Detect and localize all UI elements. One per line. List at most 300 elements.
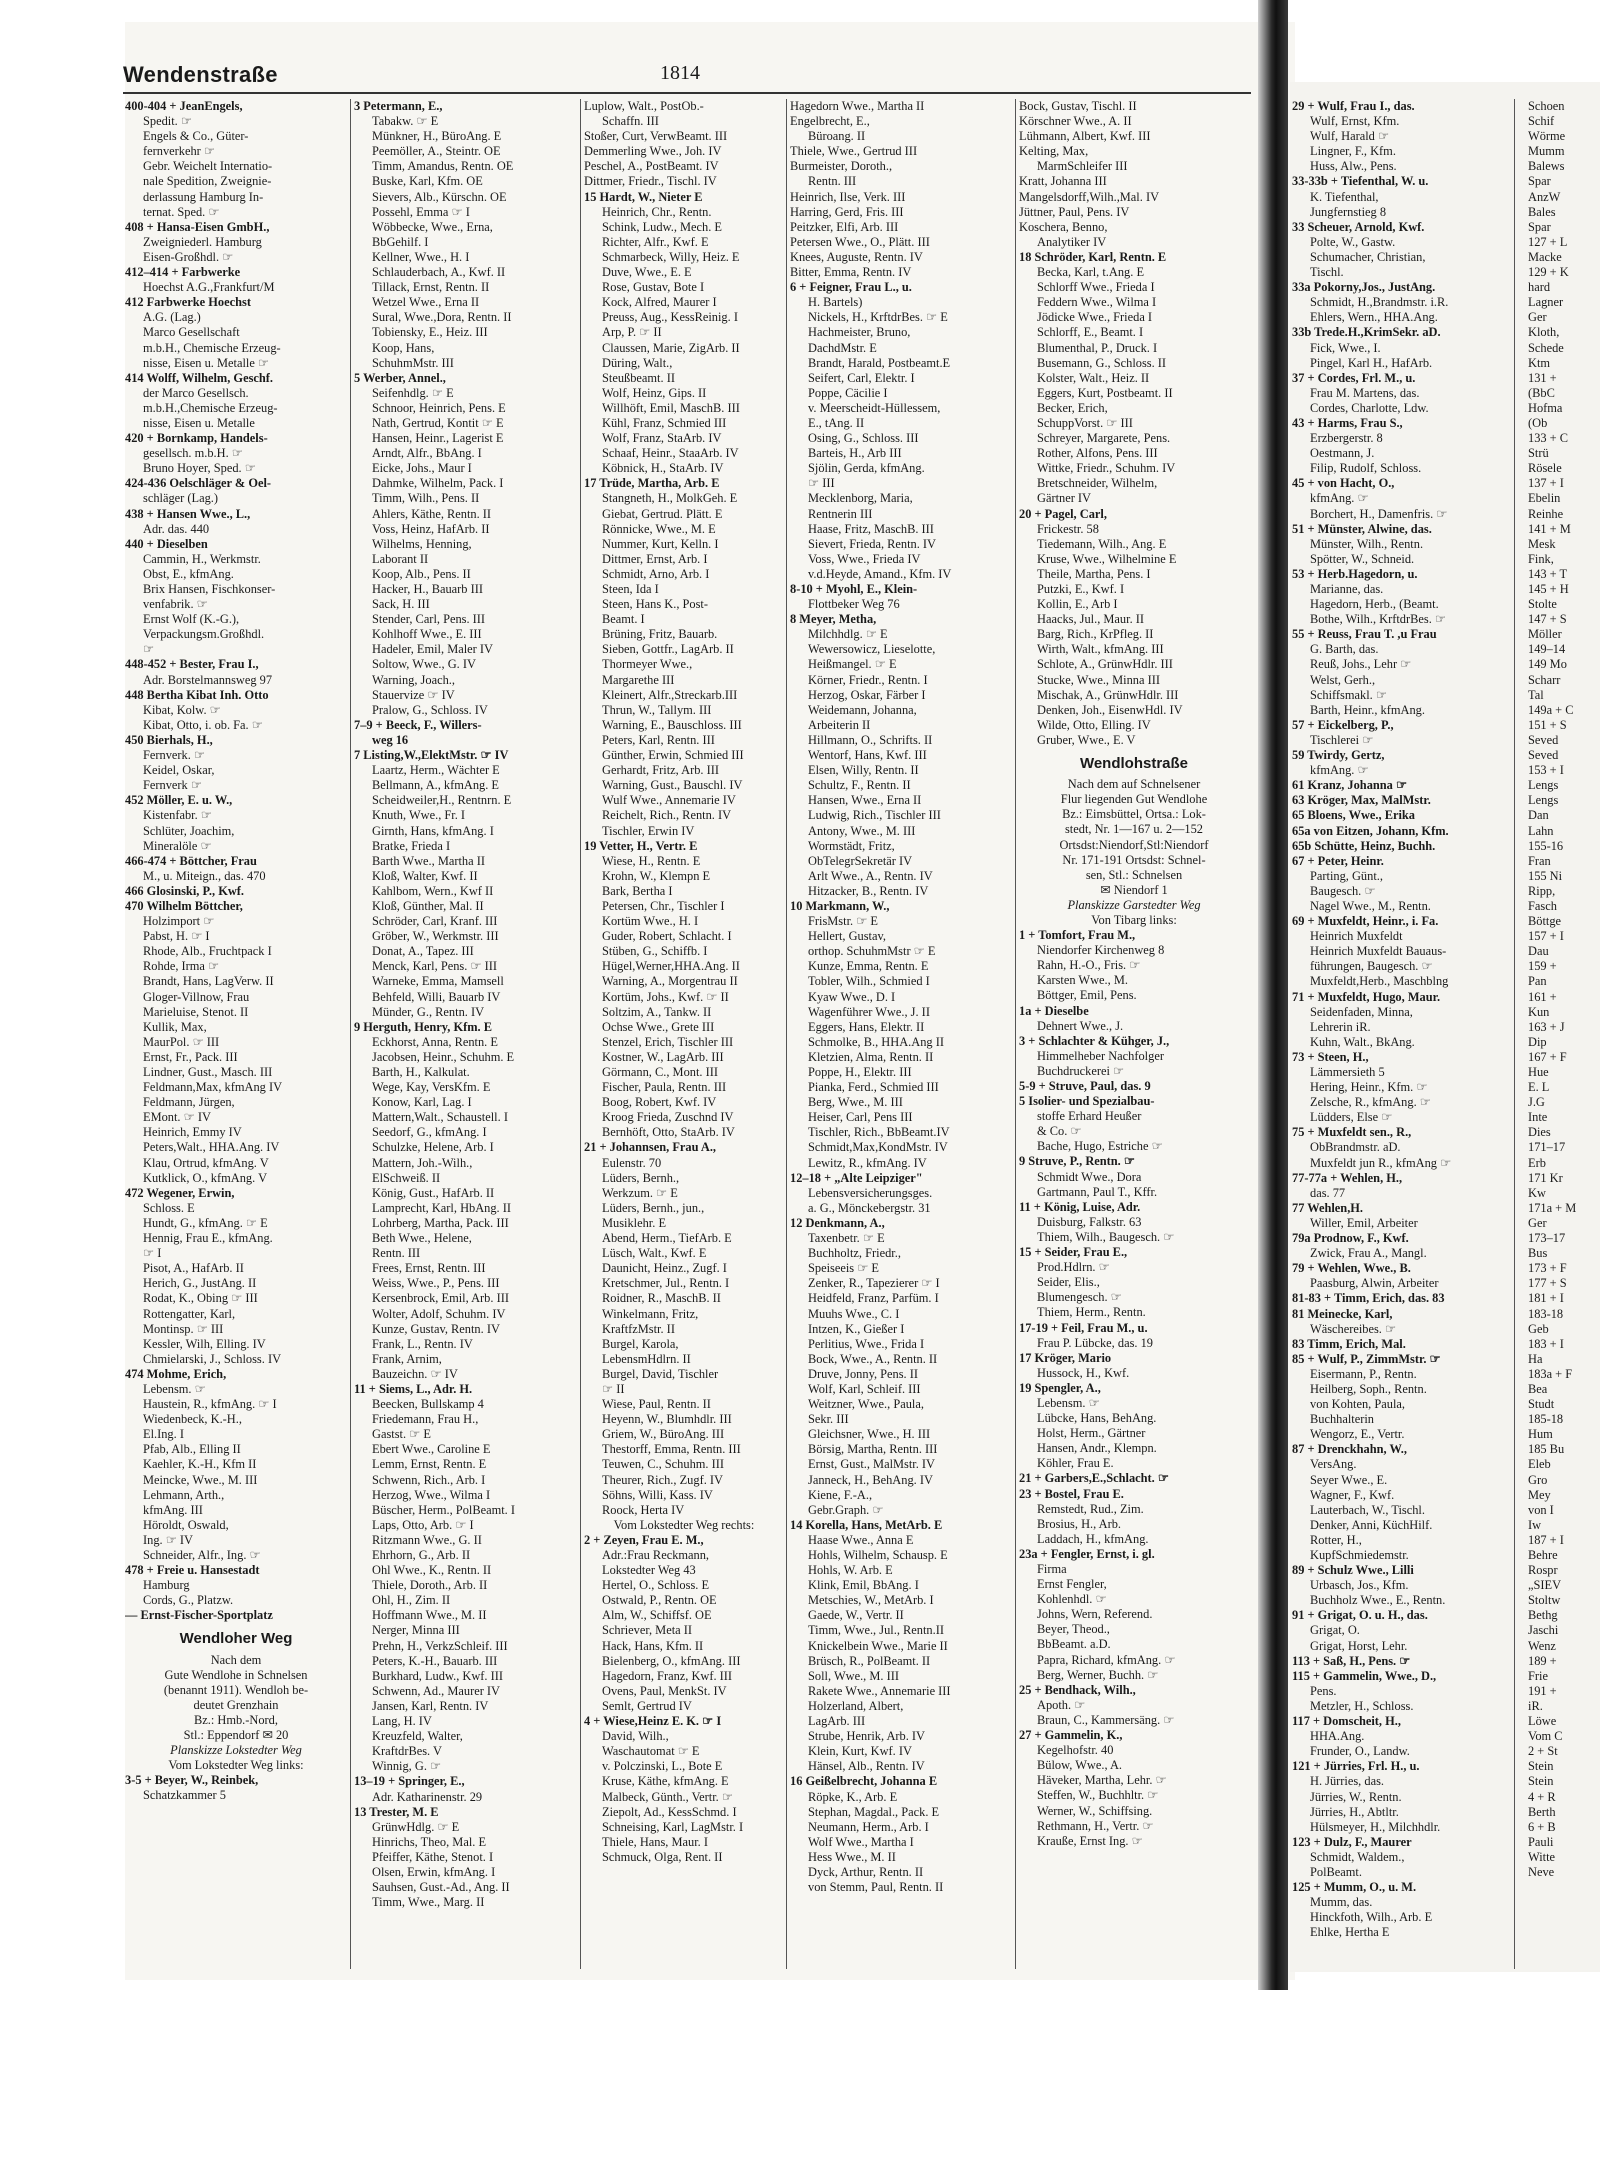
house-number-line: Seved — [1528, 732, 1559, 747]
resident-line: Schmuck, Olga, Rent. II — [602, 1849, 723, 1864]
resident-line: Schmidt, H.,Brandmstr. i.R. — [1310, 295, 1449, 310]
house-number-line: Koschera, Benno, — [1019, 219, 1108, 234]
resident-line: Kreuzfeld, Walter, — [372, 1729, 463, 1744]
house-number-line: 27 + Gammelin, K., — [1019, 1728, 1123, 1743]
resident-line: Adr.:Frau Reckmann, — [602, 1548, 710, 1562]
house-number-line: Pan — [1528, 974, 1547, 989]
resident-line: Warning, E., Bauschloss. III — [602, 717, 742, 732]
resident-line: Kistenfabr. ☞ — [143, 808, 212, 823]
resident-line: Ohl, H., Zim. II — [372, 1593, 451, 1608]
resident-line: Mattern, Joh.-Wilh., — [372, 1155, 473, 1170]
resident-line: Stephan, Magdal., Pack. E — [808, 1804, 940, 1819]
resident-line: Nath, Gertrud, Kontit ☞ E — [372, 415, 504, 430]
resident-line: Holst, Herm., Gärtner — [1037, 1426, 1146, 1441]
resident-line: v. Meerscheidt-Hüllessem, — [808, 400, 941, 415]
resident-line: Tobler, Wilh., Schmied I — [808, 974, 930, 989]
house-number-line: 1a + Dieselbe — [1019, 1003, 1089, 1018]
house-number-line: 191 + — [1528, 1683, 1557, 1698]
street-note: Bz.: Hmb.-Nord, — [194, 1712, 278, 1727]
house-number-line: 438 + Hansen Wwe., L., — [125, 506, 251, 521]
resident-line: Warneke, Emma, Mamsell — [372, 974, 504, 989]
house-number-line: 448 Bertha Kibat Inh. Otto — [125, 687, 269, 702]
house-number-line: 69 + Muxfeldt, Heinr., i. Fa. — [1292, 914, 1439, 929]
resident-line: Becka, Karl, t.Ang. E — [1037, 265, 1145, 280]
house-number-line: 115 + Gammelin, Wwe., D., — [1292, 1668, 1437, 1683]
resident-line: Remstedt, Rud., Zim. — [1037, 1501, 1144, 1516]
resident-line: Weidemann, Johanna, — [808, 702, 917, 717]
resident-line: Beth Wwe., Helene, — [372, 1231, 472, 1246]
resident-line: Sack, H. III — [372, 597, 430, 612]
resident-line: Ernst Fengler, — [1037, 1577, 1107, 1592]
resident-line: Hinrichs, Theo, Mal. E — [372, 1834, 487, 1849]
resident-line: Waschautomat ☞ E — [602, 1744, 700, 1759]
resident-line: Timm, Wwe., Marg. II — [372, 1895, 485, 1910]
resident-line: Arp, P. ☞ II — [602, 325, 662, 340]
house-number-line: Bethg — [1528, 1608, 1558, 1623]
resident-line: Heyenn, W., Blumhdlr. III — [602, 1412, 732, 1427]
resident-line: m.b.H., Chemische Erzeug- — [143, 340, 281, 355]
street-note: deutet Grenzhain — [193, 1697, 279, 1712]
resident-line: Metschies, W., MetArb. I — [808, 1593, 934, 1608]
resident-line: Ehlke, Hertha E — [1310, 1925, 1390, 1940]
resident-line: Voss, Heinz, HafArb. II — [372, 521, 490, 536]
resident-line: Firma — [1037, 1562, 1067, 1576]
resident-line: Seifert, Carl, Elektr. I — [808, 370, 915, 385]
resident-line: Schumacher, Christian, — [1310, 249, 1426, 264]
house-number-line: 8-10 + Myohl, E., Klein- — [790, 582, 918, 596]
resident-line: Apoth. ☞ — [1037, 1697, 1086, 1712]
resident-line: der Marco Gesellsch. — [143, 385, 249, 400]
house-number-line: 33b Trede.H.,KrimSekr. aD. — [1292, 325, 1441, 340]
resident-line: Speiseeis ☞ E — [808, 1261, 879, 1276]
resident-line: Teuwen, C., Schuhm. III — [602, 1457, 724, 1472]
resident-line: Schlorff Wwe., Frieda I — [1037, 280, 1155, 295]
house-number-line: Lengs — [1528, 778, 1559, 793]
house-number-line: 127 + L — [1528, 234, 1568, 249]
resident-line: Bothe, Wilh., KrftdrBes. ☞ — [1310, 612, 1446, 627]
house-number-line: von I — [1528, 1502, 1554, 1517]
resident-line: Arlt Wwe., A., Rentn. IV — [808, 868, 933, 883]
resident-line: Nerger, Minna III — [372, 1623, 460, 1638]
house-number-line: Seved — [1528, 748, 1559, 763]
house-number-line: 163 + J — [1528, 1019, 1565, 1034]
house-number-line: AnzW — [1528, 189, 1561, 204]
resident-line: Ehlers, Wern., HHA.Ang. — [1310, 310, 1438, 325]
house-number-line: 43 + Harms, Frau S., — [1292, 415, 1403, 430]
resident-line: Beecken, Bullskamp 4 — [372, 1397, 484, 1412]
house-number-line: Lahn — [1528, 823, 1554, 838]
house-number-line: 83 Timm, Erich, Mal. — [1292, 1336, 1406, 1351]
resident-line: Huss, Alw., Pens. — [1310, 159, 1397, 174]
house-number-line: Böttge — [1528, 914, 1562, 929]
resident-line: Heinrich Muxfeldt — [1310, 929, 1403, 944]
resident-line: Wöbbecke, Wwe., Erna, — [372, 219, 493, 234]
house-number-line: 185-18 — [1528, 1412, 1564, 1427]
house-number-line: 77-77a + Wehlen, H., — [1292, 1170, 1403, 1185]
house-number-line: Hofma — [1528, 400, 1563, 415]
house-number-line: 45 + von Hacht, O., — [1292, 476, 1395, 491]
resident-line: Heinrich, Emmy IV — [143, 1125, 242, 1140]
house-number-line: 13 Trester, M. E — [354, 1804, 439, 1819]
resident-line: Willer, Emil, Arbeiter — [1310, 1215, 1418, 1230]
resident-line: Schmidt,Max,KondMstr. IV — [808, 1140, 948, 1155]
house-number-line: 155-16 — [1528, 838, 1564, 853]
house-number-line: 147 + S — [1528, 612, 1567, 627]
resident-line: Kohlhoff Wwe., E. III — [372, 627, 482, 642]
resident-line: LagArb. III — [808, 1714, 866, 1729]
house-number-line: Thiele, Wwe., Gertrud III — [790, 144, 918, 159]
resident-line: Sauhsen, Gust.-Ad., Ang. II — [372, 1880, 510, 1895]
resident-line: PolBeamt. — [1310, 1864, 1362, 1879]
house-number-line: Neve — [1528, 1864, 1555, 1879]
resident-line: Ernst Wolf (K.-G.), — [143, 612, 240, 627]
resident-line: Gastst. ☞ E — [372, 1427, 431, 1442]
page-number: 1814 — [660, 62, 700, 84]
resident-line: Knickelbein Wwe., Marie II — [808, 1638, 948, 1653]
resident-line: Thormeyer Wwe., — [602, 657, 693, 672]
resident-line: Blumenthal, P., Druck. I — [1037, 340, 1158, 355]
resident-line: Jödicke Wwe., Frieda I — [1037, 310, 1153, 325]
resident-line: Peters,Walt., HHA.Ang. IV — [143, 1140, 280, 1155]
house-number-line: Ripp, — [1528, 883, 1556, 898]
resident-line: Bretschneider, Wilhelm, — [1037, 476, 1158, 491]
house-number-line: Wenz — [1528, 1638, 1556, 1653]
resident-line: Krauße, Ernst Ing. ☞ — [1037, 1833, 1143, 1848]
resident-line: Muxfeldt,Herb., Maschblng — [1310, 974, 1449, 989]
resident-line: Haustein, R., kfmAng. ☞ I — [143, 1397, 277, 1412]
resident-line: Taxenbetr. ☞ E — [808, 1231, 885, 1246]
resident-line: Tischler, Erwin IV — [602, 823, 695, 838]
resident-line: Friedemann, Frau H., — [372, 1412, 479, 1427]
resident-line: Kroog Frieda, Zuschnd IV — [602, 1110, 734, 1125]
street-section-title: Wendloher Weg — [179, 1630, 293, 1648]
resident-line: Stüben, G., Schiffb. I — [602, 944, 708, 959]
resident-line: Poppe, H., Elektr. III — [808, 1065, 912, 1079]
resident-line: Fischer, Paula, Rentn. III — [602, 1080, 727, 1095]
house-number-line: Peschel, A., PostBeamt. IV — [584, 159, 719, 174]
resident-line: fernverkehr ☞ — [143, 144, 215, 159]
house-number-line: — Ernst-Fischer-Sportplatz — [125, 1608, 273, 1623]
house-number-line: Kun — [1528, 1004, 1550, 1019]
resident-line: G. Barth, das. — [1310, 642, 1379, 657]
house-number-line: 33-33b + Tiefenthal, W. u. — [1292, 174, 1429, 189]
resident-line: Filip, Rudolf, Schloss. — [1310, 461, 1422, 476]
house-number-line: 81 Meinecke, Karl, — [1292, 1306, 1393, 1321]
resident-line: Kellner, Wwe., H. I — [372, 249, 470, 264]
resident-line: Barth Wwe., Martha II — [372, 853, 485, 868]
house-number-line: 77 Wehlen,H. — [1292, 1200, 1364, 1215]
resident-line: MaurPol. ☞ III — [143, 1034, 220, 1049]
house-number-line: 424-436 Oelschläger & Oel- — [125, 476, 272, 491]
resident-line: Seyer Wwe., E. — [1310, 1472, 1388, 1487]
resident-line: Zenker, R., Tapezierer ☞ I — [808, 1276, 940, 1291]
resident-line: Wetzel Wwe., Erna II — [372, 295, 480, 310]
resident-line: Hadeler, Emil, Maler IV — [372, 642, 493, 657]
house-number-line: Stein — [1528, 1759, 1554, 1774]
resident-line: Kuhn, Walt., BkAng. — [1310, 1034, 1415, 1049]
resident-line: Adr. das. 440 — [143, 521, 210, 536]
resident-line: Kleinert, Alfr.,Streckarb.III — [602, 687, 738, 702]
resident-line: Schloss. E — [143, 1200, 195, 1215]
resident-line: Reuß, Johs., Lehr ☞ — [1310, 657, 1412, 672]
resident-line: Kibat, Kolw. ☞ — [143, 702, 221, 717]
house-number-line: 9 Herguth, Henry, Kfm. E — [354, 1019, 493, 1034]
resident-line: Schriever, Meta II — [602, 1623, 692, 1638]
column-6 — [1292, 99, 1512, 1969]
resident-line: Daunicht, Heinz., Zugf. I — [602, 1261, 727, 1276]
house-number-line: Ktm — [1528, 355, 1551, 370]
house-number-line: Burmeister, Doroth., — [790, 159, 893, 174]
resident-line: Lemm, Ernst, Rentn. E — [372, 1457, 487, 1472]
house-number-line: Pauli — [1528, 1834, 1554, 1849]
resident-line: Heißmangel. ☞ E — [808, 657, 897, 672]
resident-line: SchuppVorst. ☞ III — [1037, 415, 1133, 430]
resident-line: Frank, L., Rentn. IV — [372, 1336, 473, 1351]
resident-line: das. 77 — [1310, 1185, 1346, 1200]
house-number-line: Berth — [1528, 1804, 1556, 1819]
house-number-line: 29 + Wulf, Frau I., das. — [1292, 99, 1415, 113]
resident-line: Buchholz Wwe., E., Rentn. — [1310, 1593, 1446, 1608]
resident-line: Schultz, F., Rentn. II — [808, 778, 911, 793]
house-number-line: 412 Farbwerke Hoechst — [125, 295, 251, 310]
house-number-line: 171a + M — [1528, 1200, 1577, 1215]
resident-line: Klink, Emil, BbAng. I — [808, 1578, 919, 1593]
resident-line: Feldmann,Max, kfmAng IV — [143, 1080, 283, 1095]
resident-line: Steffen, W., Buchhltr. ☞ — [1037, 1788, 1159, 1803]
resident-line: Rentnerin III — [808, 506, 873, 521]
resident-line: Düring, Walt., — [602, 355, 673, 370]
resident-line: H. Bartels) — [808, 295, 863, 310]
resident-line: Lamprecht, Karl, HbAng. II — [372, 1200, 512, 1215]
house-number-line: Schif — [1528, 114, 1555, 129]
resident-line: Warning, Gust., Bauschl. IV — [602, 778, 743, 793]
resident-line: Gartmann, Paul T., Kffr. — [1037, 1184, 1158, 1199]
column-divider — [350, 99, 351, 1969]
resident-line: Laps, Otto, Arb. ☞ I — [372, 1517, 474, 1532]
resident-line: Hertel, O., Schloss. E — [602, 1578, 710, 1593]
resident-line: K. Tiefenthal, — [1310, 189, 1379, 204]
house-number-line: Bales — [1528, 204, 1556, 219]
house-number-line: 16 Geißelbrecht, Johanna E — [790, 1774, 938, 1789]
resident-line: Wagenführer Wwe., J. II — [808, 1004, 930, 1019]
house-number-line: 414 Wolff, Wilhelm, Geschf. — [125, 370, 274, 385]
resident-line: Timm, Wilh., Pens. II — [372, 491, 480, 506]
street-note: Nach dem — [210, 1652, 262, 1667]
resident-line: m.b.H.,Chemische Erzeug- — [143, 400, 278, 415]
resident-line: Ehrhorn, G., Arb. II — [372, 1548, 471, 1562]
resident-line: Brüning, Fritz, Bauarb. — [602, 627, 718, 642]
resident-line: ☞ — [143, 642, 155, 657]
resident-line: Schneider, Alfr., Ing. ☞ — [143, 1548, 261, 1562]
resident-line: Wewersowicz, Lieselotte, — [808, 642, 936, 657]
house-number-line: 2 + St — [1528, 1744, 1558, 1759]
resident-line: Fick, Wwe., I. — [1310, 340, 1381, 355]
scan-margin-bottom — [0, 1990, 1600, 2177]
house-number-line: 117 + Domscheit, H., — [1292, 1714, 1401, 1729]
resident-line: Mecklenborg, Maria, — [808, 491, 913, 506]
resident-line: Gebr.Graph. ☞ — [808, 1502, 884, 1517]
resident-line: Willhöft, Emil, MaschB. III — [602, 400, 740, 415]
resident-line: Kessler, Wilh, Elling. IV — [143, 1336, 266, 1351]
resident-line: Warning, Joach., — [372, 672, 455, 687]
house-number-line: Bitter, Emma, Rentn. IV — [790, 265, 912, 280]
resident-line: Tischlerei ☞ — [1310, 732, 1374, 747]
house-number-line: 18 Schröder, Karl, Rentn. E — [1019, 249, 1167, 264]
resident-line: weg 16 — [372, 732, 409, 747]
column-5 — [1019, 99, 1249, 1969]
house-number-line: 67 + Peter, Heinr. — [1292, 853, 1384, 868]
resident-line: Frau P. Lübcke, das. 19 — [1037, 1335, 1153, 1350]
resident-line: Mattern,Walt., Schaustell. I — [372, 1110, 508, 1125]
house-number-line: Vom C — [1528, 1729, 1563, 1744]
resident-line: Gröber, W., Werkmstr. III — [372, 929, 499, 944]
resident-line: KraftfzMstr. II — [602, 1321, 675, 1336]
resident-line: Sekr. III — [808, 1412, 849, 1427]
resident-line: Rother, Alfons, Pens. III — [1037, 446, 1158, 461]
map-reference: Planskizze Garstedter Weg — [1067, 897, 1201, 912]
resident-line: Eisen-Großhdl. ☞ — [143, 249, 234, 264]
house-number-line: Mangelsdorff,Wilh.,Mal. IV — [1019, 189, 1160, 204]
resident-line: Schreyer, Margarete, Pens. — [1037, 431, 1171, 446]
resident-line: MarmSchleifer III — [1037, 159, 1128, 174]
resident-line: Bielenberg, O., kfmAng. III — [602, 1653, 741, 1668]
resident-line: Soll, Wwe., M. III — [808, 1668, 899, 1683]
resident-line: Köbnick, H., StaArb. IV — [602, 461, 724, 476]
resident-line: Becker, Erich, — [1037, 400, 1108, 415]
house-number-line: Spar — [1528, 219, 1551, 234]
resident-line: Adr. Katharinenstr. 29 — [372, 1789, 483, 1804]
resident-line: Rottengatter, Karl, — [143, 1306, 236, 1321]
house-number-line: 470 Wilhelm Böttcher, — [125, 898, 243, 913]
house-number-line: Spar — [1528, 174, 1551, 189]
resident-line: Weitzner, Wwe., Paula, — [808, 1397, 924, 1412]
resident-line: Rakete Wwe., Annemarie III — [808, 1683, 951, 1698]
resident-line: Herzog, Oskar, Färber I — [808, 687, 926, 702]
resident-line: Semlt, Gertrud IV — [602, 1698, 692, 1713]
house-number-line: 87 + Drenckhahn, W., — [1292, 1442, 1407, 1457]
house-number-line: 25 + Bendhack, Wilh., — [1019, 1682, 1136, 1697]
resident-line: BbBeamt. a.D. — [1037, 1637, 1111, 1652]
resident-line: Marieluise, Stenot. II — [143, 1004, 249, 1019]
resident-line: Niendorfer Kirchenweg 8 — [1037, 943, 1165, 958]
resident-line: Frickestr. 58 — [1037, 521, 1099, 536]
house-number-line: 6 + Feigner, Frau L., u. — [790, 280, 912, 295]
resident-line: Schwenn, Rich., Arb. I — [372, 1472, 486, 1487]
resident-line: Boog, Robert, Kwf. IV — [602, 1095, 717, 1110]
resident-line: Seifenhdlg. ☞ E — [372, 385, 454, 400]
street-note: sen, Stl.: Schnelsen — [1085, 867, 1183, 882]
resident-line: Tischler, Rich., BbBeamt.IV — [808, 1125, 950, 1140]
house-number-line: Rösele — [1528, 461, 1562, 476]
resident-line: Eulenstr. 70 — [602, 1155, 662, 1170]
resident-line: Tischl. — [1310, 265, 1344, 280]
resident-line: Haase, Fritz, MaschB. III — [808, 521, 934, 536]
resident-line: Kock, Alfred, Maurer I — [602, 295, 717, 310]
resident-line: Hohls, W. Arb. E — [808, 1563, 893, 1578]
house-number-line: Engelbrecht, E., — [790, 114, 870, 129]
resident-line: Münder, G., Rentn. IV — [372, 1004, 485, 1019]
resident-line: Bratke, Frieda I — [372, 838, 451, 853]
resident-line: Kruse, Wwe., Wilhelmine E — [1037, 551, 1177, 566]
house-number-line: 129 + K — [1528, 265, 1569, 280]
street-note: (benannt 1911). Wendloh be- — [163, 1682, 309, 1697]
resident-line: Kutklick, O., kfmAng. V — [143, 1170, 268, 1185]
resident-line: Tillack, Ernst, Rentn. II — [372, 280, 490, 295]
resident-line: Münster, Wilh., Rentn. — [1310, 536, 1424, 551]
resident-line: ☞ II — [602, 1381, 625, 1396]
house-number-line: 33 Scheuer, Arnold, Kwf. — [1292, 219, 1425, 234]
resident-line: Griem, W., BüroAng. III — [602, 1427, 725, 1442]
resident-line: Thiem, Herm., Rentn. — [1037, 1305, 1146, 1320]
resident-line: Bruno Hoyer, Sped. ☞ — [143, 461, 256, 476]
resident-line: Kaehler, K.-H., Kfm II — [143, 1457, 257, 1472]
resident-line: Stenzel, Erich, Tischler III — [602, 1034, 734, 1049]
house-number-line: Stein — [1528, 1774, 1554, 1789]
resident-line: ternat. Sped. ☞ — [143, 204, 220, 219]
resident-line: Cordes, Charlotte, Ldw. — [1310, 400, 1429, 415]
house-number-line: Balews — [1528, 159, 1565, 174]
resident-line: Hachmeister, Bruno, — [808, 325, 911, 340]
house-number-line: 440 + Dieselben — [125, 536, 208, 551]
house-number-line: 183a + F — [1528, 1366, 1573, 1381]
house-number-line: 189 + — [1528, 1653, 1557, 1668]
house-number-line: Mumm — [1528, 144, 1565, 159]
resident-line: Perlitius, Wwe., Frida I — [808, 1336, 925, 1351]
resident-line: & Co. ☞ — [1037, 1124, 1082, 1139]
house-number-line: 4 + R — [1528, 1789, 1556, 1804]
resident-line: Verpackungsm.Großhdl. — [143, 627, 265, 642]
resident-line: Stender, Carl, Pens. III — [372, 612, 486, 627]
resident-line: Holzerland, Albert, — [808, 1698, 904, 1713]
house-number-line: Bea — [1528, 1381, 1548, 1396]
resident-line: Putzki, E., Kwf. I — [1037, 582, 1125, 596]
resident-line: Thiele, Doroth., Arb. II — [372, 1578, 488, 1593]
street-note: Vom Lokstedter Weg rechts: — [613, 1517, 755, 1532]
resident-line: BbGehilf. I — [372, 234, 429, 249]
resident-line: Frees, Ernst, Rentn. III — [372, 1261, 486, 1276]
resident-line: Bark, Bertha I — [602, 883, 673, 898]
house-number-line: 183-18 — [1528, 1306, 1564, 1321]
resident-line: Neumann, Herm., Arb. I — [808, 1819, 929, 1834]
house-number-line: Macke — [1528, 249, 1562, 264]
house-number-line: J.G — [1528, 1095, 1545, 1110]
resident-line: M., u. Miteign., das. 470 — [143, 868, 266, 883]
resident-line: Hansen, Heinr., Lagerist E — [372, 431, 504, 446]
resident-line: Hansen, Andr., Klempn. — [1037, 1441, 1157, 1456]
house-number-line: 79a Prodnow, F., Kwf. — [1292, 1231, 1409, 1246]
book-gutter — [1258, 0, 1288, 2000]
house-number-line: 20 + Pagel, Carl, — [1019, 506, 1107, 521]
house-number-line: 137 + I — [1528, 476, 1564, 491]
resident-line: Rönnicke, Wwe., M. E — [602, 521, 716, 536]
resident-line: Ludwig, Rich., Tischler III — [808, 808, 941, 823]
house-number-line: Gro — [1528, 1472, 1548, 1487]
house-number-line: 57 + Eickelberg, P., — [1292, 717, 1394, 732]
resident-line: Heinrich, Chr., Rentn. — [602, 204, 712, 219]
house-number-line: Eleb — [1528, 1457, 1551, 1472]
resident-line: Seider, Elis., — [1037, 1275, 1100, 1290]
house-number-line: 33a Pokorny,Jos., JustAng. — [1292, 280, 1436, 295]
house-number-line: 149–14 — [1528, 642, 1566, 657]
house-number-line: Ger — [1528, 1215, 1547, 1230]
house-number-line: Körschner Wwe., A. II — [1019, 114, 1132, 129]
house-number-line: 11 + König, Luise, Adr. — [1019, 1199, 1141, 1214]
house-number-line: Knees, Auguste, Rentn. IV — [790, 249, 923, 264]
resident-line: Sieben, Gottfr., LagArb. II — [602, 642, 734, 657]
house-number-line: 81-83 + Timm, Erich, das. 83 — [1292, 1291, 1445, 1306]
house-number-line: 472 Wegener, Erwin, — [125, 1185, 235, 1200]
resident-line: Bellmann, A., kfmAng. E — [372, 778, 499, 793]
